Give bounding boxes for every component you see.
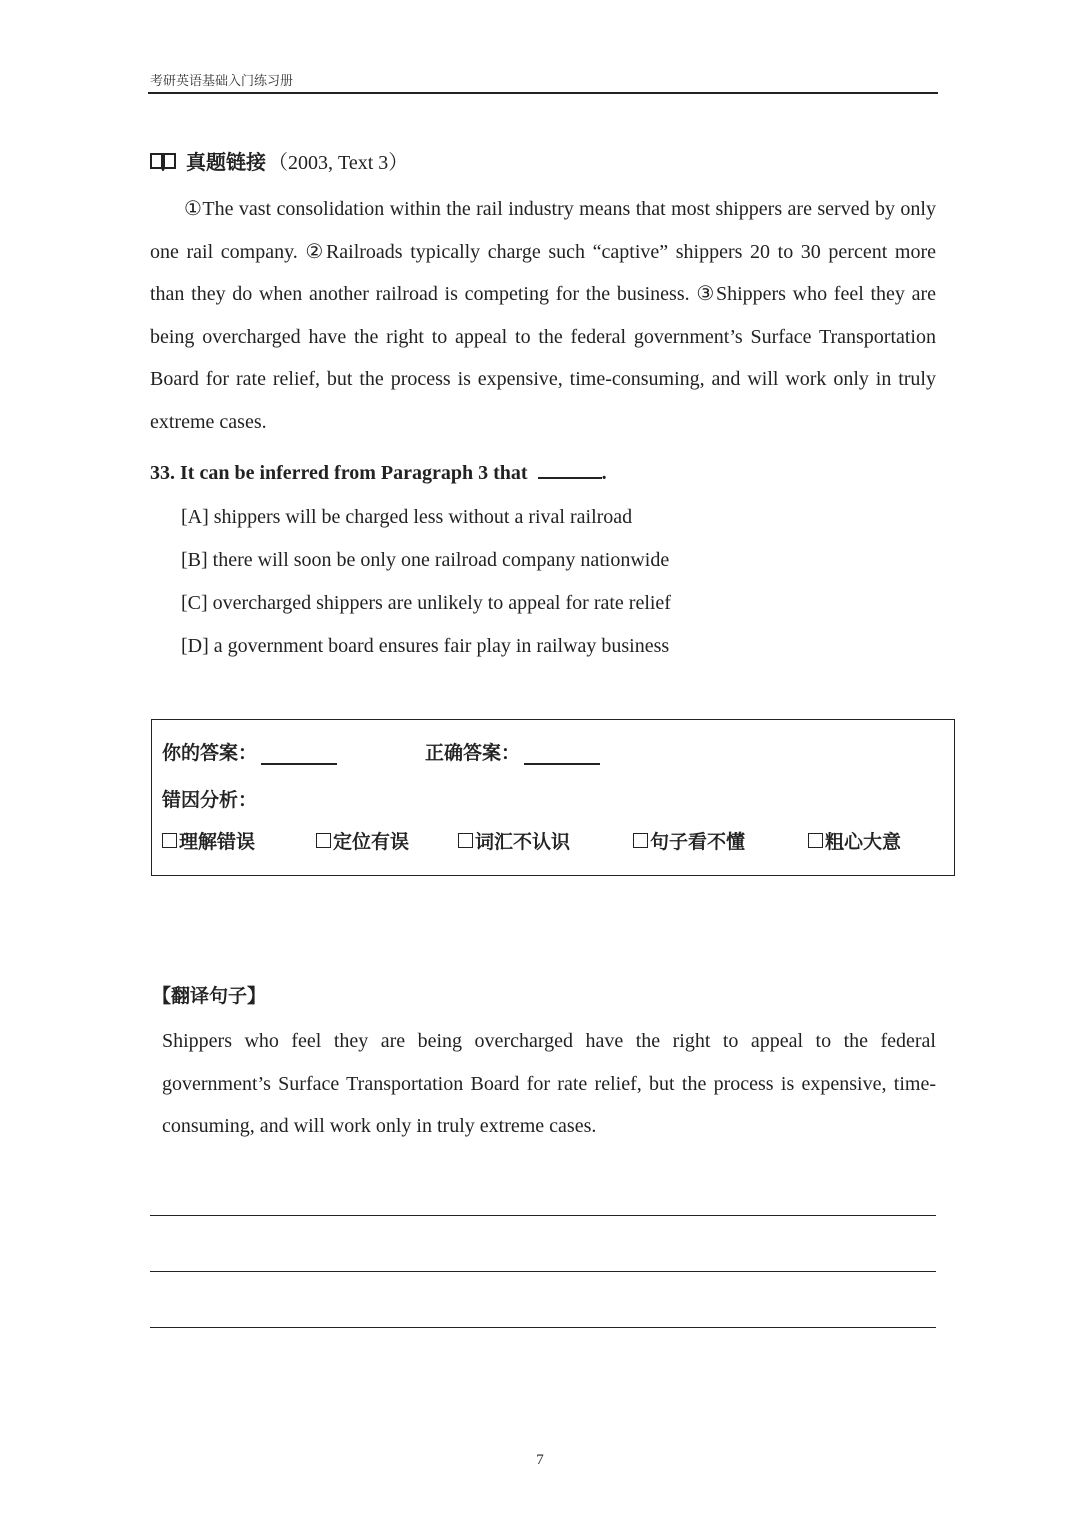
option-a: [A] shippers will be charged less without a rival railroad [181, 506, 633, 528]
correct-answer-field [425, 738, 600, 765]
answer-blank [538, 476, 602, 479]
section-source: （2003, Text 3） [268, 152, 409, 174]
checkbox-square-icon[interactable] [316, 833, 331, 848]
error-analysis-checkboxes [162, 827, 901, 854]
question-end-mark: . [601, 462, 607, 484]
checkbox-sentence[interactable] [633, 827, 808, 854]
checkbox-square-icon[interactable] [458, 833, 473, 848]
header-rule [148, 92, 938, 94]
checkbox-square-icon[interactable] [162, 833, 177, 848]
writing-line[interactable] [150, 1215, 936, 1216]
checkbox-label: 粗心大意 [825, 831, 902, 853]
running-header: 考研英语基础入门练习册 [150, 73, 294, 88]
open-book-icon [150, 151, 176, 171]
section-title: 真题链接 [186, 152, 266, 174]
answer-fields-row [162, 738, 600, 765]
question-text: 33. It can be inferred from Paragraph 3 that [150, 462, 528, 484]
option-d: [D] a government board ensures fair play in railway business [181, 635, 670, 657]
writing-line[interactable] [150, 1271, 936, 1272]
answer-record-box [151, 719, 955, 876]
your-answer-label: 你的答案： [162, 742, 258, 764]
option-c: [C] overcharged shippers are unlikely to appeal for rate relief [181, 592, 671, 614]
checkbox-vocabulary[interactable] [458, 827, 633, 854]
your-answer-field [162, 738, 337, 765]
answer-options [181, 500, 671, 672]
checkbox-label: 理解错误 [179, 831, 256, 853]
checkbox-careless[interactable] [808, 827, 901, 854]
reading-passage: ①The vast consolidation within the rail industry means that most shippers are served by only one rail company. ②Railroads typically charge such “captive” shippers 20 to 30 percent more than they do when another railroad is competing for the business. ③Shippers who feel they are being overcharged have the right to appeal to the federal government’s Surface Transportation Board for rate relief, but the process is expensive, time-consuming, and will work only in truly extreme cases. [150, 198, 936, 433]
option-b: [B] there will soon be only one railroad company nationwide [181, 549, 670, 571]
error-analysis-label: 错因分析： [162, 789, 258, 811]
checkbox-comprehension-error[interactable] [162, 827, 316, 854]
writing-line[interactable] [150, 1327, 936, 1328]
translation-sentence: Shippers who feel they are being overcharged have the right to appeal to the federal government’s Surface Transportation Board for rate relief, but the process is expensive, time-consuming, and will work only in truly extreme cases. [162, 1030, 936, 1138]
your-answer-line[interactable] [261, 743, 337, 765]
checkbox-label: 句子看不懂 [650, 831, 746, 853]
checkbox-square-icon[interactable] [808, 833, 823, 848]
checkbox-location-error[interactable] [316, 827, 458, 854]
correct-answer-label: 正确答案： [425, 742, 521, 764]
checkbox-label: 词汇不认识 [475, 831, 571, 853]
checkbox-label: 定位有误 [333, 831, 410, 853]
correct-answer-line[interactable] [524, 743, 600, 765]
translation-heading: 【翻译句子】 [152, 985, 267, 1007]
page-number: 7 [536, 1452, 544, 1468]
checkbox-square-icon[interactable] [633, 833, 648, 848]
question-stem [150, 462, 607, 485]
section-heading [150, 146, 408, 175]
